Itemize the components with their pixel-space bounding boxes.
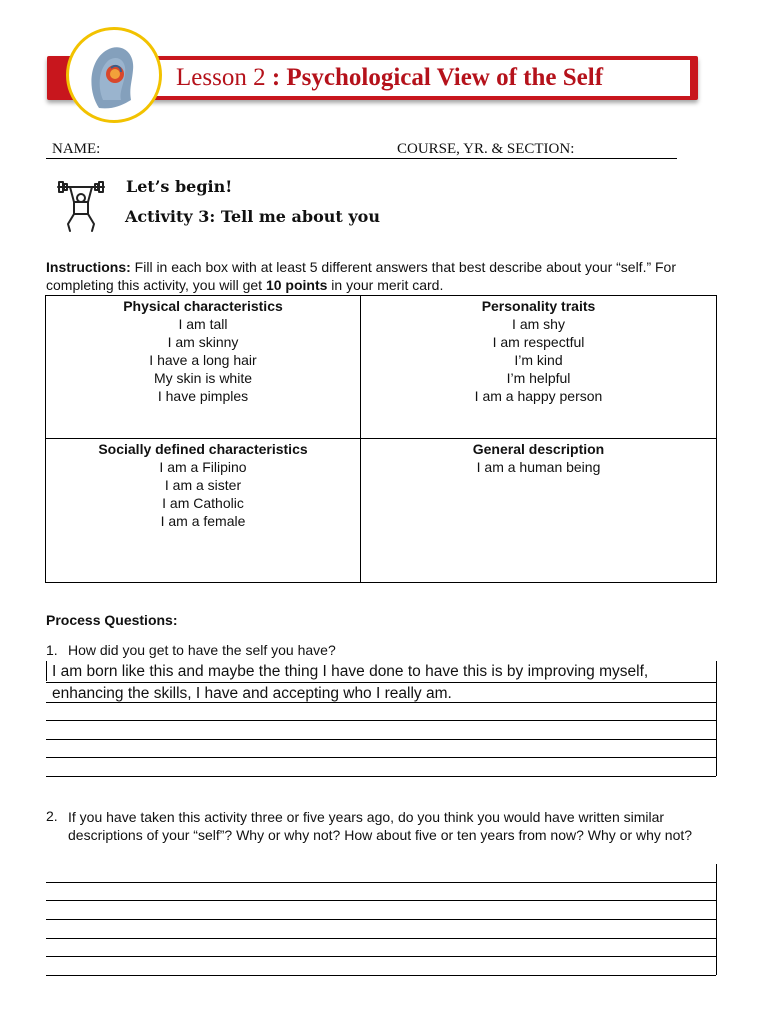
list-item: I am tall	[178, 316, 228, 332]
answer-line	[46, 757, 716, 758]
question-2-number: 2.	[46, 808, 58, 824]
lesson-title	[176, 61, 603, 95]
list-item: I am respectful	[492, 334, 585, 350]
list-item: I have a long hair	[149, 352, 257, 368]
answer-line	[46, 720, 716, 721]
course-label: COURSE, YR. & SECTION:	[397, 141, 575, 157]
lesson-logo	[66, 27, 162, 123]
physical-cell	[46, 296, 360, 438]
question-1-number: 1.	[46, 642, 58, 658]
activity-title: Activity 3: Tell me about you	[125, 207, 380, 226]
answer-line	[46, 682, 716, 683]
answer-line[interactable]	[46, 919, 716, 920]
head-silhouette-icon	[69, 30, 159, 120]
answer-line[interactable]	[46, 882, 716, 883]
answer-line[interactable]	[46, 975, 716, 976]
list-item: I am a sister	[164, 477, 242, 493]
lesson-separator: :	[265, 64, 287, 91]
name-underline	[46, 158, 677, 159]
social-heading: Socially defined characteristics	[98, 441, 308, 457]
list-item: I am a Filipino	[159, 459, 247, 475]
personality-heading: Personality traits	[481, 298, 596, 314]
lets-begin-heading: Let’s begin!	[126, 177, 233, 196]
name-label: NAME:	[52, 141, 101, 157]
question-2-text: If you have taken this activity three or five years ago, do you think you would have written similar descriptions of your “self”? Why or why not? How about five or ten years from now? Why or why not?	[68, 809, 693, 843]
answer-line-edge	[716, 661, 717, 776]
instructions-text-1: Fill in each box with at least 5 different answers that best describe about your “self.” For completing this activity, you will get	[46, 259, 677, 293]
instructions	[46, 258, 726, 294]
weightlifter-icon	[56, 178, 106, 234]
list-item: I am a female	[160, 513, 246, 529]
general-heading: General description	[472, 441, 605, 457]
list-item: My skin is white	[153, 370, 253, 386]
answer-line-1: I am born like this and maybe the thing I have done to have this is by improving myself,	[52, 663, 649, 680]
lesson-number: Lesson 2	[176, 64, 266, 91]
question-1-text: How did you get to have the self you have?	[68, 642, 336, 658]
process-questions-title: Process Questions:	[46, 612, 178, 628]
general-cell	[361, 439, 716, 582]
answer-line	[46, 739, 716, 740]
answer-line	[46, 776, 716, 777]
answer-line[interactable]	[46, 900, 716, 901]
social-cell	[46, 439, 360, 582]
answer-line-2: enhancing the skills, I have and accepting who I really am.	[52, 685, 452, 702]
instructions-points: 10 points	[265, 277, 328, 293]
personality-cell	[361, 296, 716, 438]
list-item: I have pimples	[157, 388, 249, 404]
instructions-text-2: in your merit card.	[327, 277, 444, 293]
list-item: I am a happy person	[474, 388, 603, 404]
lesson-topic: Psychological View of the Self	[286, 64, 604, 91]
list-item: I am a human being	[476, 459, 601, 475]
answer-line[interactable]	[46, 938, 716, 939]
answer-line	[46, 702, 716, 703]
instructions-label: Instructions:	[46, 259, 131, 275]
list-item: I’m helpful	[506, 370, 571, 386]
answer-line-edge	[46, 661, 47, 681]
list-item: I’m kind	[514, 352, 563, 368]
list-item: I am Catholic	[162, 495, 244, 511]
answer-line-edge	[716, 864, 717, 975]
list-item: I am skinny	[167, 334, 239, 350]
answer-line[interactable]	[46, 956, 716, 957]
question-1-answer[interactable]	[52, 661, 712, 705]
physical-heading: Physical characteristics	[123, 298, 283, 314]
list-item: I am shy	[512, 316, 565, 332]
